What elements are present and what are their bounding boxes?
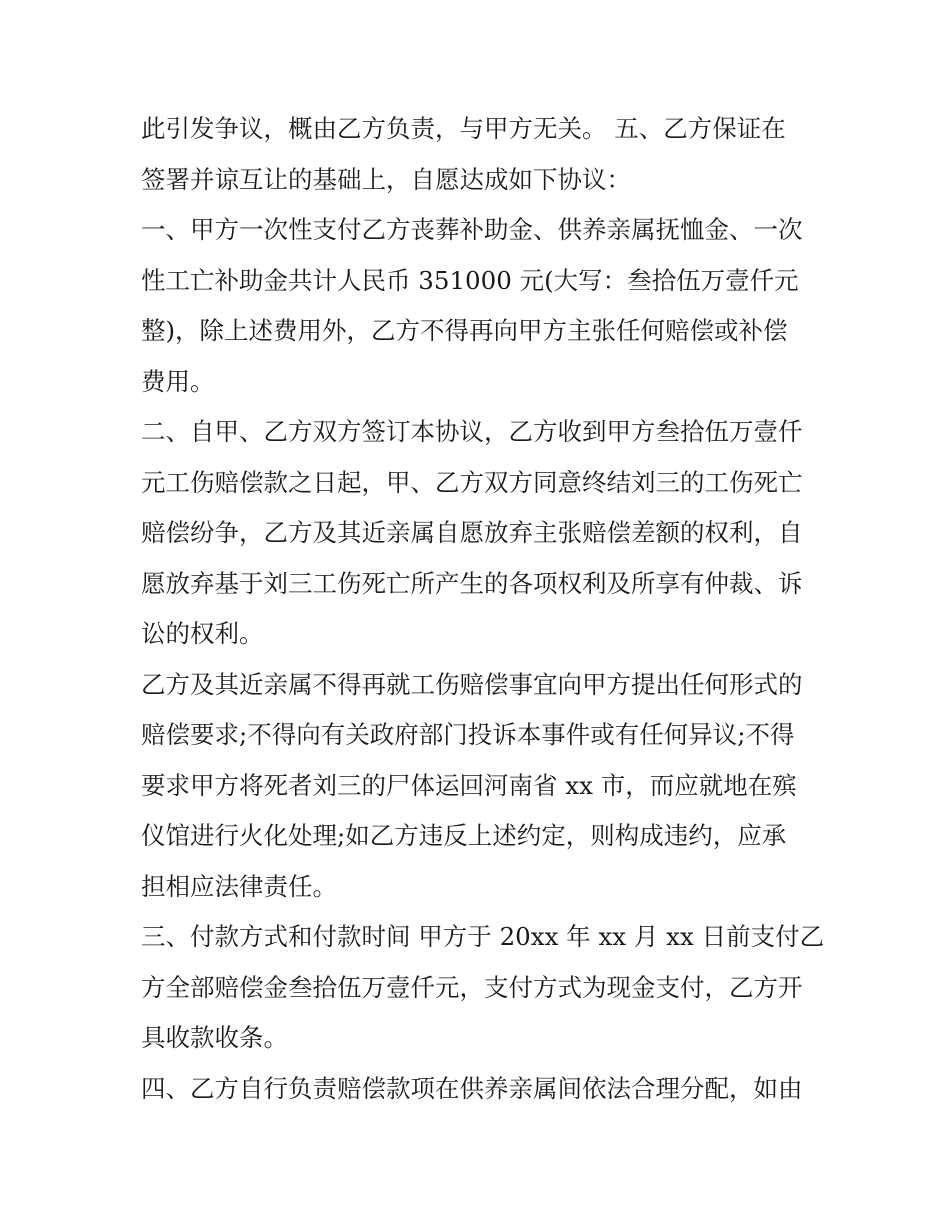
text-line: 元工伤赔偿款之日起，甲、乙方双方同意终结刘三的工伤死亡 (141, 467, 803, 497)
text-line: 四、乙方自行负责赔偿款项在供养亲属间依法合理分配，如由 (141, 1073, 803, 1103)
text-line: 三、付款方式和付款时间 甲方于 20xx 年 xx 月 xx 日前支付乙 (141, 922, 825, 951)
text-line: 二、自甲、乙方双方签订本协议，乙方收到甲方叁拾伍万壹仟 (141, 417, 803, 446)
text-line: 乙方及其近亲属不得再就工伤赔偿事宜向甲方提出任何形式的 (141, 669, 803, 699)
text-line: 具收款收条。 (141, 1023, 288, 1052)
text-line: 要求甲方将死者刘三的尸体运回河南省 xx 市，而应就地在殡 (141, 770, 797, 800)
text-line: 性工亡补助金共计人民币 351000 元(大写：叁拾伍万壹仟元 (141, 265, 799, 295)
text-line: 一、甲方一次性支付乙方丧葬补助金、供养亲属抚恤金、一次 (141, 215, 803, 244)
text-line: 赔偿纷争，乙方及其近亲属自愿放弃主张赔偿差额的权利，自 (141, 518, 803, 547)
text-line: 愿放弃基于刘三工伤死亡所产生的各项权利及所享有仲裁、诉 (141, 568, 803, 598)
text-line: 担相应法律责任。 (141, 871, 337, 901)
text-line: 费用。 (141, 366, 215, 396)
text-line: 仪馆进行火化处理;如乙方违反上述约定，则构成违约，应承 (141, 821, 787, 850)
text-line: 讼的权利。 (141, 619, 264, 648)
document-body (141, 104, 825, 1114)
text-line: 签署并谅互让的基础上，自愿达成如下协议： (141, 164, 631, 194)
text-line: 整)，除上述费用外，乙方不得再向甲方主张任何赔偿或补偿 (141, 316, 788, 345)
text-line: 方全部赔偿金叁拾伍万壹仟元，支付方式为现金支付，乙方开 (141, 972, 803, 1002)
text-line: 赔偿要求;不得向有关政府部门投诉本事件或有任何异议;不得 (141, 720, 795, 749)
text-line: 此引发争议，概由乙方负责，与甲方无关。 五、乙方保证在 (141, 114, 786, 143)
